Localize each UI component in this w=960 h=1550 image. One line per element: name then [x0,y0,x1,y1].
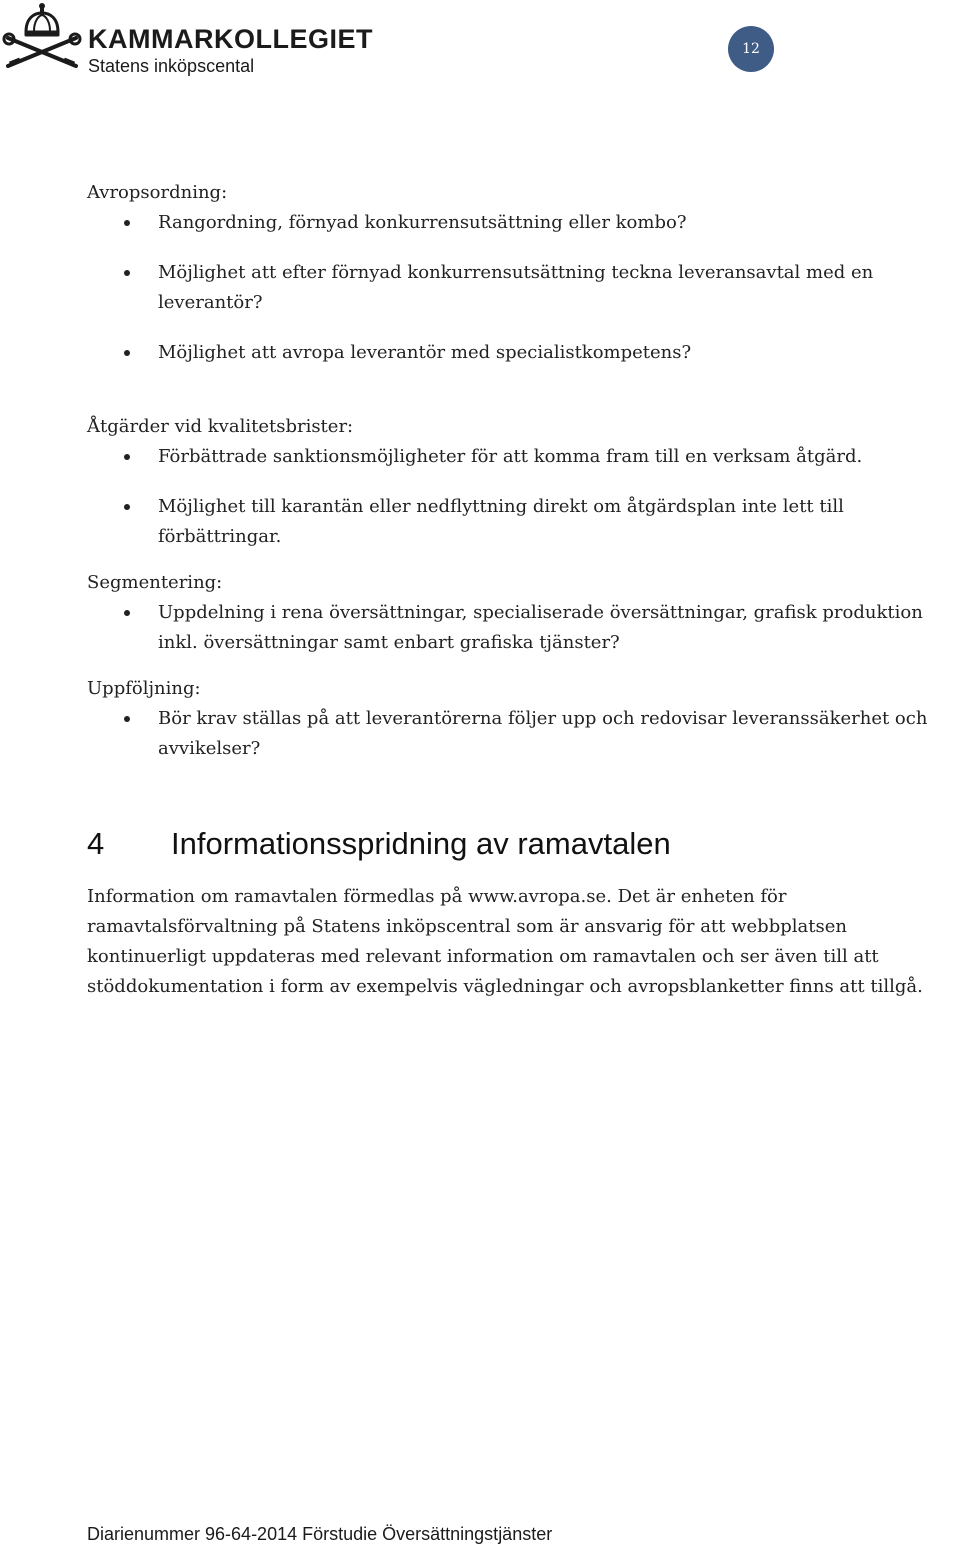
section-uppfoljning [87,674,960,764]
section-segmentering [87,568,960,658]
list-item [87,598,960,658]
page-number-badge: 12 [728,26,774,72]
list-item [87,338,960,368]
bullet-list [87,598,960,658]
list-item-text: Möjlighet till karantän eller nedflyttning direkt om åtgärdsplan inte lett till förbättringar. [158,496,844,547]
list-item [87,208,960,238]
list-item-text: Bör krav ställas på att leverantörerna följer upp och redovisar leveranssäkerhet och avvikelser? [158,708,928,759]
bullet-icon [124,716,130,722]
bullet-list [87,704,960,764]
section-avropsordning [87,178,960,368]
section-label: Avropsordning: [87,182,228,203]
list-item-text: Möjlighet att efter förnyad konkurrensutsättning teckna leveransavtal med en leverantör? [158,262,874,313]
body-paragraph: Information om ramavtalen förmedlas på www.avropa.se. Det är enheten för ramavtalsförvaltning på Statens inköpscentral som är ansvarig för att webbplatsen kontinuerligt uppdateras med relevant information om ramavtalen och ser även till att stöddokumentation i form av exempelvis vägledningar och avropsblanketter finns att tillgå. [87,886,923,997]
bullet-icon [124,270,130,276]
section-heading [87,826,671,862]
bullet-icon [124,454,130,460]
section-label: Åtgärder vid kvalitetsbrister: [87,416,354,437]
list-item [87,258,960,318]
list-item-text: Förbättrade sanktionsmöjligheter för att komma fram till en verksam åtgärd. [158,446,863,467]
list-item-text: Möjlighet att avropa leverantör med specialistkompetens? [158,342,692,363]
bullet-icon [124,220,130,226]
section-atgarder [87,412,960,552]
list-item-text: Uppdelning i rena översättningar, specialiserade översättningar, grafisk produktion inkl. översättningar samt enbart grafiska tjänster? [158,602,923,653]
list-item [87,442,960,472]
bullet-icon [124,610,130,616]
list-item [87,492,960,552]
page-footer: Diarienummer 96-64-2014 Förstudie Översättningstjänster [87,1524,553,1544]
crown-keys-icon [2,2,82,72]
heading-number: 4 [87,826,105,861]
organization-logo [0,0,373,84]
list-item-text: Rangordning, förnyad konkurrensutsättning eller kombo? [158,212,687,233]
heading-title: Informationsspridning av ramavtalen [171,826,671,861]
section-label: Segmentering: [87,572,223,593]
organization-name: KAMMARKOLLEGIET [88,24,373,54]
bullet-icon [124,350,130,356]
list-item [87,704,960,764]
document-body [87,178,960,764]
bullet-icon [124,504,130,510]
section-label: Uppföljning: [87,678,201,699]
organization-subtitle: Statens inköpscental [88,56,255,76]
bullet-list [87,442,960,552]
bullet-list [87,208,960,368]
